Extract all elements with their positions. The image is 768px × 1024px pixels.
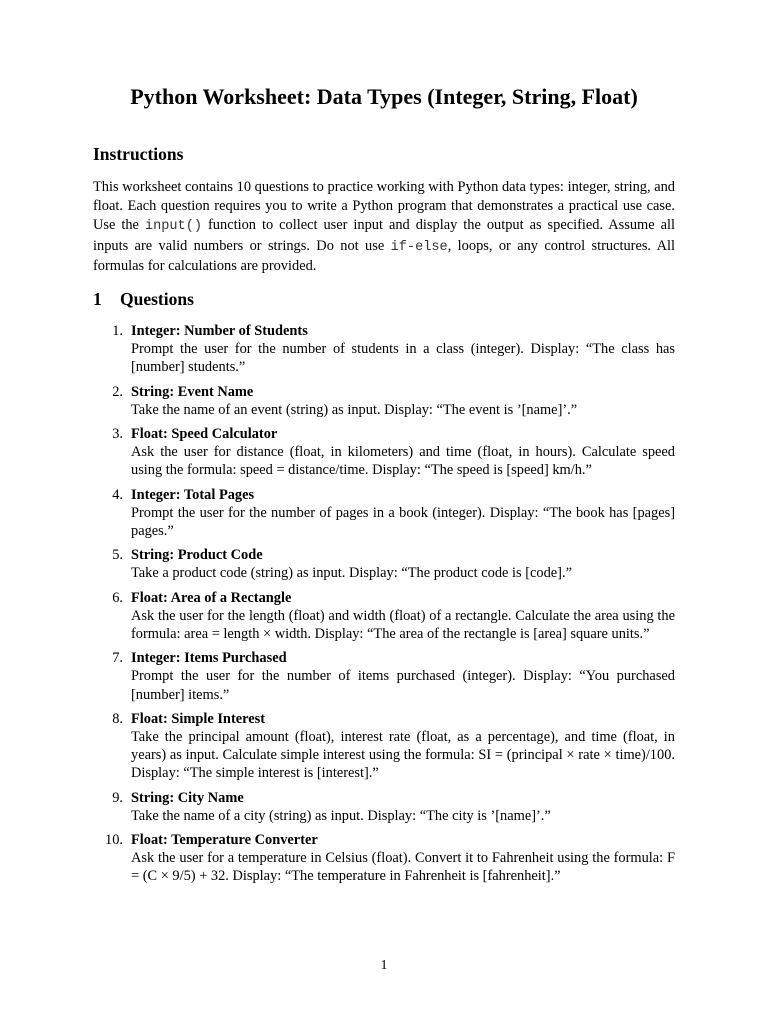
question-item: [93, 425, 675, 480]
code-input-function: input(): [144, 219, 203, 235]
section-title: Questions: [120, 289, 194, 309]
page-number: 1: [380, 958, 388, 973]
question-body: Prompt the user for the number of items purchased (integer). Display: “You purchased [number] items.”: [131, 668, 675, 703]
question-heading: String: Product Code: [131, 547, 263, 564]
question-body: Ask the user for the length (float) and width (float) of a rectangle. Calculate the area using the formula: area = length × width. Display: “The area of the rectangle is [area] square units.”: [131, 607, 675, 643]
question-number: 6.: [112, 589, 123, 606]
instructions-text-1: This worksheet contains 10 questions to practice working with Python data types: integer, string, and float. Each question requires you to write a Python program that demonstrates a practical use case. Use the: [93, 179, 675, 234]
question-heading: Float: Speed Calculator: [131, 426, 278, 443]
question-heading: Float: Simple Interest: [131, 710, 266, 727]
code-if-else: if-else: [390, 239, 448, 255]
instructions-text-3: , loops, or any control structures. All formulas for calculations are provided.: [93, 237, 675, 274]
question-number: 4.: [112, 486, 123, 503]
question-item: [93, 383, 675, 419]
question-number: 3.: [112, 426, 123, 443]
questions-list: [93, 322, 675, 892]
question-item: [93, 710, 675, 783]
question-body: Prompt the user for the number of students in a class (integer). Display: “The class has [number] students.”: [131, 341, 675, 376]
question-heading: String: City Name: [131, 789, 244, 806]
question-item: [93, 322, 675, 377]
question-heading: Float: Temperature Converter: [131, 832, 318, 849]
question-item: [93, 789, 675, 825]
question-heading: Integer: Items Purchased: [131, 650, 287, 667]
question-body: Ask the user for distance (float, in kilometers) and time (float, in hours). Calculate speed using the formula: speed = distance/time. Display: “The speed is [speed] km/h.”: [131, 444, 675, 479]
question-item: [93, 831, 675, 886]
questions-section-heading: [93, 289, 194, 310]
question-item: [93, 649, 675, 704]
worksheet-title: Python Worksheet: Data Types (Integer, String, Float): [130, 84, 638, 109]
question-item: [93, 546, 675, 582]
question-body: Take the principal amount (float), interest rate (float, as a percentage), and time (float, in years) as input. Calculate simple interest using the formula: SI = (principal × rate × time)/100. Display: “The simple interest is [interest].”: [131, 729, 675, 782]
question-body: Ask the user for a temperature in Celsius (float). Convert it to Fahrenheit using the formula: F = (C × 9/5) + 32. Display: “The temperature in Fahrenheit is [fahrenheit].”: [131, 850, 675, 885]
question-heading: Integer: Total Pages: [131, 486, 255, 503]
instructions-heading: Instructions: [93, 144, 184, 164]
question-body: Take a product code (string) as input. Display: “The product code is [code].”: [131, 565, 572, 582]
question-number: 5.: [112, 547, 123, 564]
question-number: 8.: [112, 710, 123, 727]
question-body: Prompt the user for the number of pages in a book (integer). Display: “The book has [pages] pages.”: [131, 504, 675, 540]
question-heading: Integer: Number of Students: [131, 323, 308, 339]
question-number: 9.: [112, 789, 123, 806]
question-number: 2.: [112, 383, 123, 400]
question-number: 1.: [112, 323, 123, 339]
question-heading: Float: Area of a Rectangle: [131, 589, 292, 606]
section-number: 1: [93, 289, 102, 309]
question-body: Take the name of an event (string) as input. Display: “The event is ’[name]’.”: [131, 401, 578, 418]
question-body: Take the name of a city (string) as input. Display: “The city is ’[name]’.”: [131, 807, 551, 824]
question-number: 7.: [112, 650, 123, 667]
instructions-paragraph: [93, 178, 675, 276]
question-heading: String: Event Name: [131, 383, 254, 400]
question-item: [93, 486, 675, 541]
question-number: 10.: [105, 832, 123, 849]
question-item: [93, 589, 675, 644]
instructions-text-2: function to collect user input and display the output as specified. Assume all inputs are valid numbers or strings. Do not use: [93, 217, 675, 254]
